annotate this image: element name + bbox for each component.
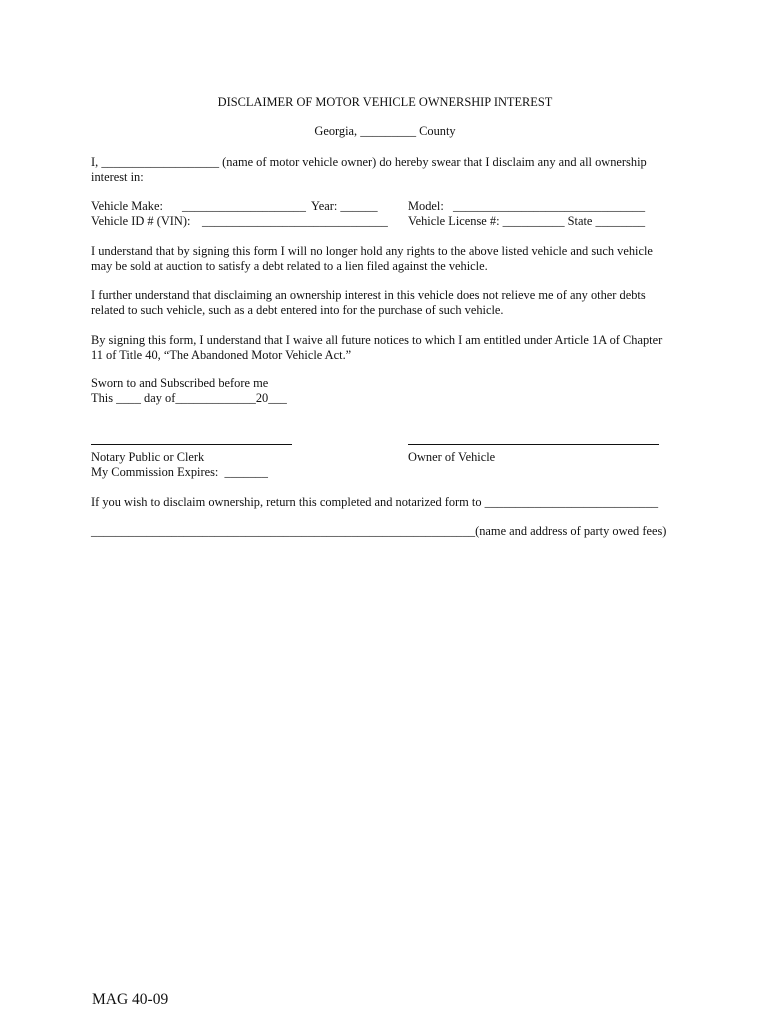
county-line: Georgia, _________ County [314, 124, 456, 138]
model-label: Model: [408, 199, 444, 213]
sworn-date-line: This ____ day of_____________20___ [91, 391, 287, 405]
owner-label: Owner of Vehicle [408, 450, 496, 464]
paragraph-3-line-2: 11 of Title 40, “The Abandoned Motor Vehicle Act.” [91, 348, 352, 362]
notary-signature-line [91, 444, 292, 445]
sworn-line-1: Sworn to and Subscribed before me [91, 376, 269, 390]
model-blank: _______________________________ [453, 199, 646, 213]
owner-signature-line [408, 444, 659, 445]
notary-label: Notary Public or Clerk [91, 450, 205, 464]
vehicle-make-blank: ____________________ [182, 199, 306, 213]
form-title: DISCLAIMER OF MOTOR VEHICLE OWNERSHIP INTEREST [217, 95, 553, 109]
return-instruction-line: If you wish to disclaim ownership, return this completed and notarized form to ____________________________ [91, 495, 659, 509]
owner-statement-line-1: I, ___________________ (name of motor vehicle owner) do hereby swear that I disclaim any and all ownership [91, 155, 647, 169]
year-field: Year: ______ [311, 199, 378, 213]
vin-blank: ______________________________ [202, 214, 388, 228]
vehicle-make-label: Vehicle Make: [91, 199, 163, 213]
paragraph-1-line-2: may be sold at auction to satisfy a debt related to a lien filed against the vehicle. [91, 259, 488, 273]
owner-statement-line-2: interest in: [91, 170, 144, 184]
form-number: MAG 40-09 [92, 991, 169, 1008]
vin-label: Vehicle ID # (VIN): [91, 214, 191, 228]
party-owed-fees-line: ______________________________________________________________(name and address of party owed fees) [91, 524, 667, 538]
paragraph-3-line-1: By signing this form, I understand that I waive all future notices to which I am entitled under Article 1A of Chapter [91, 333, 663, 347]
paragraph-2-line-1: I further understand that disclaiming an ownership interest in this vehicle does not relieve me of any other debts [91, 288, 646, 302]
paragraph-1-line-1: I understand that by signing this form I will no longer hold any rights to the above listed vehicle and such vehicle [91, 244, 653, 258]
license-state-field: Vehicle License #: __________ State ________ [408, 214, 646, 228]
commission-expires-line: My Commission Expires: _______ [91, 465, 268, 479]
paragraph-2-line-2: related to such vehicle, such as a debt entered into for the purchase of such vehicle. [91, 303, 504, 317]
